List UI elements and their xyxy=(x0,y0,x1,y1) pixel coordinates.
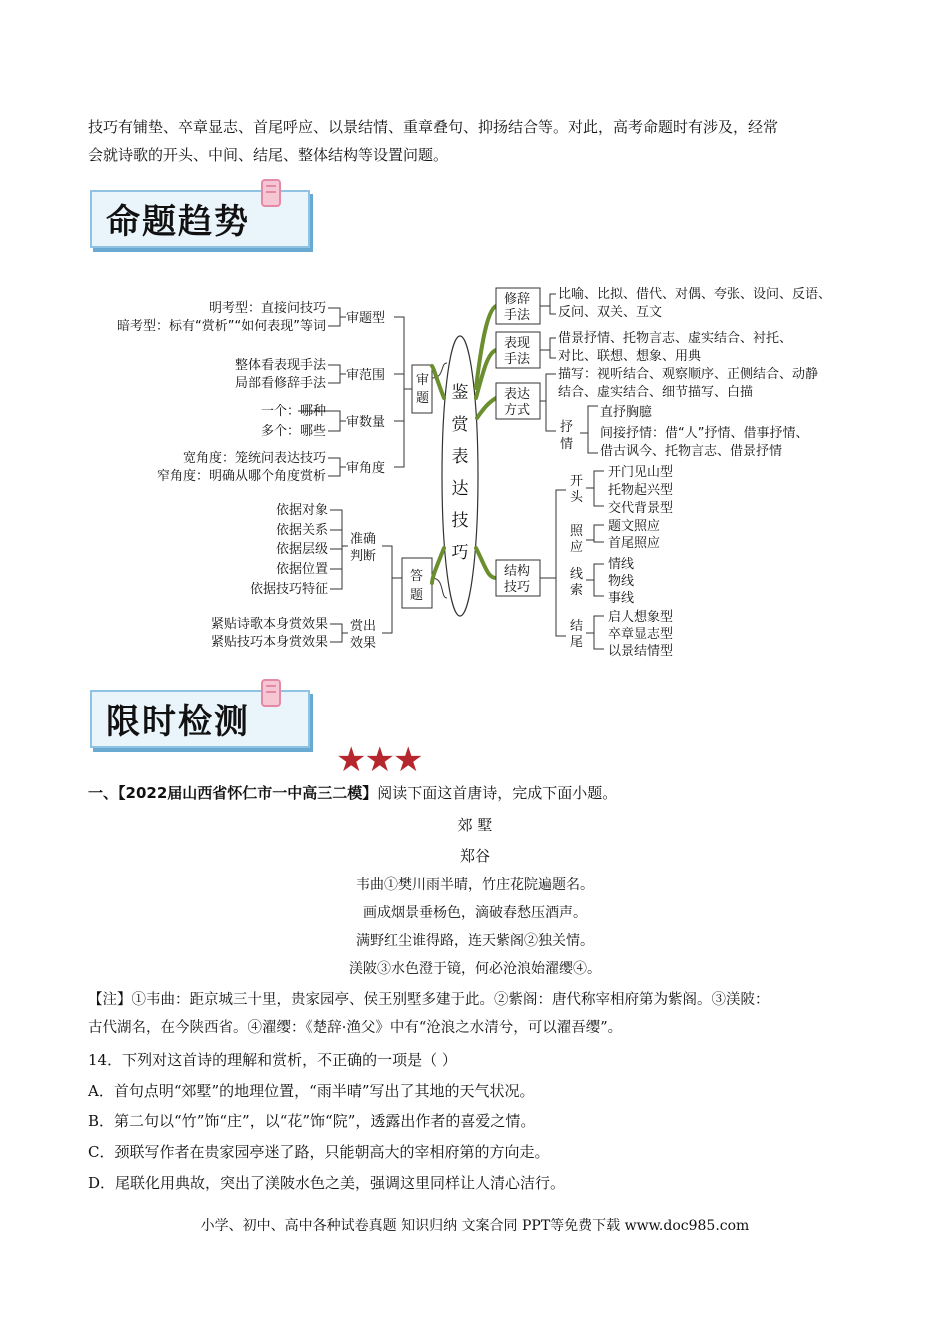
diagram-label: 紧贴诗歌本身赏效果 xyxy=(210,617,328,632)
center-char: 达 xyxy=(451,479,469,499)
diagram-label: 描写：视听结合、观察顺序、正侧结合、动静 xyxy=(558,367,819,382)
note-line-2: 古代湖名，在今陕西省。④濯缨：《楚辞·渔父》中有“沧浪之水清兮，可以濯吾缨”。 xyxy=(88,1020,623,1036)
banner-title: 限时检测 xyxy=(106,702,250,742)
diagram-category: 判断 xyxy=(350,549,377,564)
question-source: 【2022届山西省怀仁市一中高三二模】 xyxy=(118,784,378,802)
shen-box-label: 审 xyxy=(416,373,430,388)
q14-option-b[interactable]: B．第二句以“竹”饰“庄”，以“花”饰“院”，透露出作者的喜爱之情。 xyxy=(88,1112,536,1130)
diagram-category: 线 xyxy=(570,567,584,582)
q14-option-c[interactable]: C．颈联写作者在贵家园亭迷了路，只能朝高大的宰相府第的方向走。 xyxy=(88,1143,550,1161)
diagram-category: 赏出 xyxy=(350,619,377,634)
diagram-category: 尾 xyxy=(570,635,584,650)
diagram-label: 紧贴技巧本身赏效果 xyxy=(210,635,328,650)
diagram-label: 首尾照应 xyxy=(608,536,661,551)
diagram-label: 依据技巧特征 xyxy=(249,582,328,597)
diagram-label: 反问、双关、互文 xyxy=(558,305,663,320)
branch-box-label: 表达 xyxy=(504,387,531,402)
diagram-label: 宽角度：笼统问表达技巧 xyxy=(182,451,326,466)
diagram-category: 审数量 xyxy=(346,415,386,430)
diagram-category: 索 xyxy=(570,583,584,598)
diagram-label: 依据对象 xyxy=(275,503,328,518)
branch-box-label: 表现 xyxy=(504,336,531,351)
diagram-label: 结合、虚实结合、细节描写、白描 xyxy=(558,385,754,400)
branch-box-label: 手法 xyxy=(504,352,531,367)
diagram-label: 一个：哪种 xyxy=(260,404,326,419)
branch-box-label: 修辞 xyxy=(504,292,531,307)
diagram-label: 借古讽今、托物言志、借景抒情 xyxy=(600,444,783,459)
q14-stem: 14．下列对这首诗的理解和赏析，不正确的一项是（ ） xyxy=(88,1051,457,1069)
diagram-label: 事线 xyxy=(608,591,635,606)
diagram-category: 开 xyxy=(570,474,584,489)
diagram-label: 以景结情型 xyxy=(608,644,674,659)
diagram-label: 暗考型：标有“赏析”“如何表现”等词 xyxy=(117,319,326,334)
question-instruction: 阅读下面这首唐诗，完成下面小题。 xyxy=(377,784,618,802)
diagram-label: 多个：哪些 xyxy=(260,424,326,439)
diagram-label: 比喻、比拟、借代、对偶、夸张、设问、反语、 xyxy=(558,287,832,302)
poem-author: 郑谷 xyxy=(459,847,490,865)
poem-line: 渼陂③水色澄于镜，何必沧浪始濯缨④。 xyxy=(349,961,601,977)
paperclip-icon xyxy=(260,678,282,708)
diagram-label: 卒章显志型 xyxy=(608,627,674,642)
diagram-category: 准确 xyxy=(350,532,377,547)
diagram-label: 启人想象型 xyxy=(608,610,674,625)
poem-line: 画成烟景垂杨色，滴破春愁压酒声。 xyxy=(363,905,587,921)
diagram-category: 抒 xyxy=(560,420,574,435)
diagram-label: 局部看修辞手法 xyxy=(234,376,326,391)
diagram-category: 照 xyxy=(570,524,584,539)
diagram-label: 依据层级 xyxy=(275,542,328,557)
diagram-category: 审角度 xyxy=(346,461,386,476)
diagram-label: 窄角度：明确从哪个角度赏析 xyxy=(156,469,326,484)
diagram-category: 结 xyxy=(570,619,584,634)
center-char: 技 xyxy=(451,511,469,531)
center-char: 赏 xyxy=(451,415,469,435)
poem-line: 韦曲①樊川雨半晴，竹庄花院遍题名。 xyxy=(356,877,594,893)
da-box-label: 题 xyxy=(410,588,424,603)
diagram-label: 依据位置 xyxy=(275,562,328,577)
diagram-category: 效果 xyxy=(350,636,377,651)
diagram-label: 托物起兴型 xyxy=(608,483,674,498)
poem-title: 郊 墅 xyxy=(457,816,493,834)
paperclip-icon xyxy=(260,178,282,208)
center-char: 鉴 xyxy=(451,383,469,403)
shen-box-label: 题 xyxy=(416,391,430,406)
question-header xyxy=(88,782,908,803)
diagram-category: 头 xyxy=(570,490,584,505)
diagram-label: 整体看表现手法 xyxy=(234,358,326,373)
diagram-label: 开门见山型 xyxy=(608,465,674,480)
section-banner-test xyxy=(90,684,318,748)
diagram-label: 题文照应 xyxy=(608,519,661,534)
diagram-label: 直抒胸臆 xyxy=(600,405,653,420)
note-line-1: 【注】①韦曲：距京城三十里，贵家园亭、侯王别墅多建于此。②紫阁：唐代称宰相府第为紫阁。③渼陂： xyxy=(88,992,770,1008)
diagram-label: 借景抒情、托物言志、虚实结合、衬托、 xyxy=(558,331,793,346)
da-box-label: 答 xyxy=(410,569,424,584)
branch-box-label: 结构 xyxy=(504,564,531,579)
diagram-label: 对比、联想、想象、用典 xyxy=(558,349,702,364)
section-banner-trend xyxy=(90,184,318,248)
diagram-label: 物线 xyxy=(608,574,635,589)
intro-line-2: 会就诗歌的开头、中间、结尾、整体结构等设置问题。 xyxy=(88,146,449,164)
diagram-label: 间接抒情：借“人”抒情、借事抒情、 xyxy=(600,426,809,441)
diagram-label: 明考型：直接问技巧 xyxy=(208,301,326,316)
difficulty-stars: ★★★ xyxy=(336,740,422,780)
diagram-category: 情 xyxy=(560,437,574,452)
q14-option-d[interactable]: D．尾联化用典故，突出了渼陂水色之美，强调这里同样让人清心洁行。 xyxy=(88,1174,566,1192)
intro-line-1: 技巧有铺垫、卒章显志、首尾呼应、以景结情、重章叠句、抑扬结合等。对此，高考命题时有涉及，经常 xyxy=(88,118,779,136)
branch-box-label: 手法 xyxy=(504,308,531,323)
page-footer: 小学、初中、高中各种试卷真题 知识归纳 文案合同 PPT等免费下载 www.doc985.com xyxy=(200,1218,750,1234)
diagram-label: 依据关系 xyxy=(275,523,328,538)
branch-box-label: 方式 xyxy=(504,403,531,418)
question-prefix: 一、 xyxy=(88,784,119,802)
mind-map-diagram xyxy=(117,278,832,668)
center-char: 表 xyxy=(451,447,469,467)
branch-box-label: 技巧 xyxy=(504,580,531,595)
diagram-label: 情线 xyxy=(608,557,635,572)
center-char: 巧 xyxy=(451,543,469,563)
banner-title: 命题趋势 xyxy=(106,202,250,242)
diagram-category: 应 xyxy=(570,540,584,555)
poem-line: 满野红尘谁得路，连天紫阁②独关情。 xyxy=(356,933,594,949)
diagram-category: 审题型 xyxy=(346,311,386,326)
diagram-category: 审范围 xyxy=(346,368,386,383)
q14-option-a[interactable]: A．首句点明“郊墅”的地理位置，“雨半晴”写出了其地的天气状况。 xyxy=(88,1082,535,1100)
diagram-label: 交代背景型 xyxy=(608,501,674,516)
